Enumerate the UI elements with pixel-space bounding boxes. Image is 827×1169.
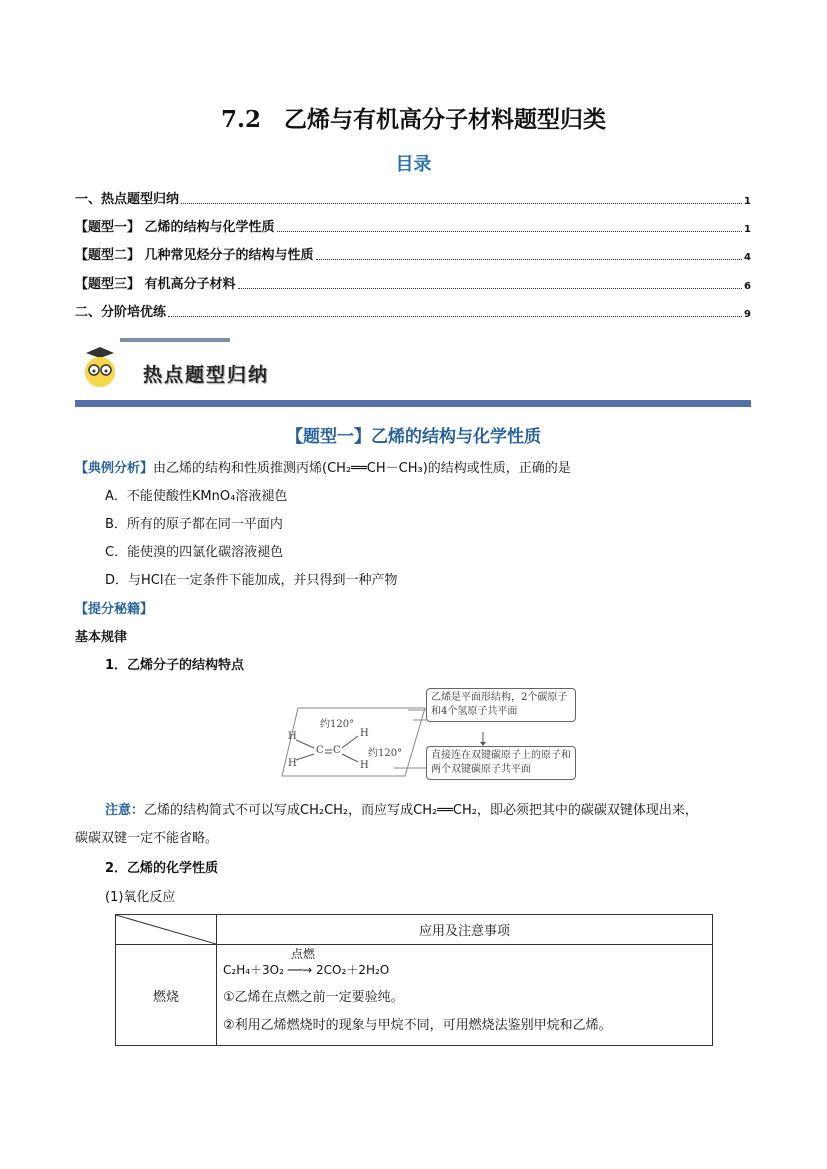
toc-page: 4 (744, 252, 751, 263)
toc-heading: 目录 (395, 154, 432, 175)
header-cell: 应用及注意事项 (217, 915, 713, 945)
document-title: 7.2 乙烯与有机高分子材料题型归类 (220, 106, 606, 133)
toc-page: 9 (744, 309, 751, 320)
toc-item[interactable] (75, 244, 751, 263)
toc-page: 1 (744, 196, 751, 207)
note (105, 799, 698, 818)
basic-rule: 基本规律 (75, 630, 128, 645)
toc-item[interactable] (75, 273, 751, 292)
toc-label: 一、热点题型归纳 (75, 192, 180, 207)
toc-page: 6 (744, 281, 751, 292)
angle-label: 约120° (320, 719, 355, 730)
note-box-planar: 乙烯是平面形结构，2个碳原子和4个氢原子共平面 (426, 688, 576, 722)
note-text: 乙烯的结构简式不可以写成CH₂CH₂，而应写成CH₂══CH₂，即必须把其中的碳碳双键体现出来， (144, 803, 698, 818)
content-cell (217, 945, 713, 1046)
note-item: ②利用乙烯燃烧时的现象与甲烷不同，可用燃烧法鉴别甲烷和乙烯。 (223, 1018, 612, 1033)
note-box-coplanar: 直接连在双键碳原子上的原子和两个双键碳原子共平面 (426, 746, 576, 780)
toc-label: 【题型二】 几种常见烃分子的结构与性质 (75, 248, 314, 263)
scholar-face-icon (78, 345, 122, 389)
tips-tag: 【提分秘籍】 (75, 602, 154, 617)
banner-divider (75, 400, 751, 407)
section-heading: 【题型一】乙烯的结构与化学性质 (286, 427, 541, 447)
toc-page: 1 (744, 224, 751, 235)
atom-c: C (316, 745, 324, 756)
sub-heading-oxidation: (1)氧化反应 (105, 890, 176, 905)
atom-c: C (333, 745, 341, 756)
note-continued: 碳碳双键一定不能省略。 (75, 831, 219, 846)
ethylene-structure-diagram (280, 688, 580, 783)
equation-text: C₂H₄＋3O₂ ──→ 2CO₂＋2H₂O (223, 963, 390, 977)
diagonal-line (116, 915, 216, 944)
banner-label: 热点题型归纳 (143, 364, 270, 386)
toc-label: 【题型三】 有机高分子材料 (75, 277, 236, 292)
atom-h: H (288, 731, 297, 742)
toc-item[interactable] (75, 188, 751, 207)
diagonal-header-cell (116, 915, 217, 945)
toc-item[interactable] (75, 301, 751, 320)
row-label: 燃烧 (116, 945, 217, 1046)
point-1: 1．乙烯分子的结构特点 (105, 658, 245, 673)
equation-condition: 点燃 (291, 947, 316, 961)
example-text: 由乙烯的结构和性质推测丙烯(CH₂══CH－CH₃)的结构或性质，正确的是 (153, 461, 571, 476)
note-item: ①乙烯在点燃之前一定要验纯。 (223, 990, 404, 1005)
example-stem (75, 457, 571, 476)
equation (223, 947, 706, 984)
banner-top-bar (120, 338, 230, 342)
toc-label: 【题型一】 乙烯的结构与化学性质 (75, 220, 275, 235)
toc-label: 二、分阶培优练 (75, 305, 167, 320)
atom-h: H (360, 760, 369, 771)
oxidation-table (115, 914, 713, 1046)
angle-label: 约120° (368, 748, 403, 759)
option-a: A．不能使酸性KMnO₄溶液褪色 (105, 489, 288, 504)
option-c: C．能使溴的四氯化碳溶液褪色 (105, 545, 284, 560)
note-tag: 注意： (105, 803, 145, 818)
atom-h: H (360, 728, 369, 739)
toc-item[interactable] (75, 216, 751, 235)
option-b: B．所有的原子都在同一平面内 (105, 517, 283, 532)
option-d: D．与HCl在一定条件下能加成，并只得到一种产物 (105, 573, 398, 588)
example-tag: 【典例分析】 (75, 461, 154, 476)
atom-h: H (288, 758, 297, 769)
point-2: 2．乙烯的化学性质 (105, 861, 219, 876)
